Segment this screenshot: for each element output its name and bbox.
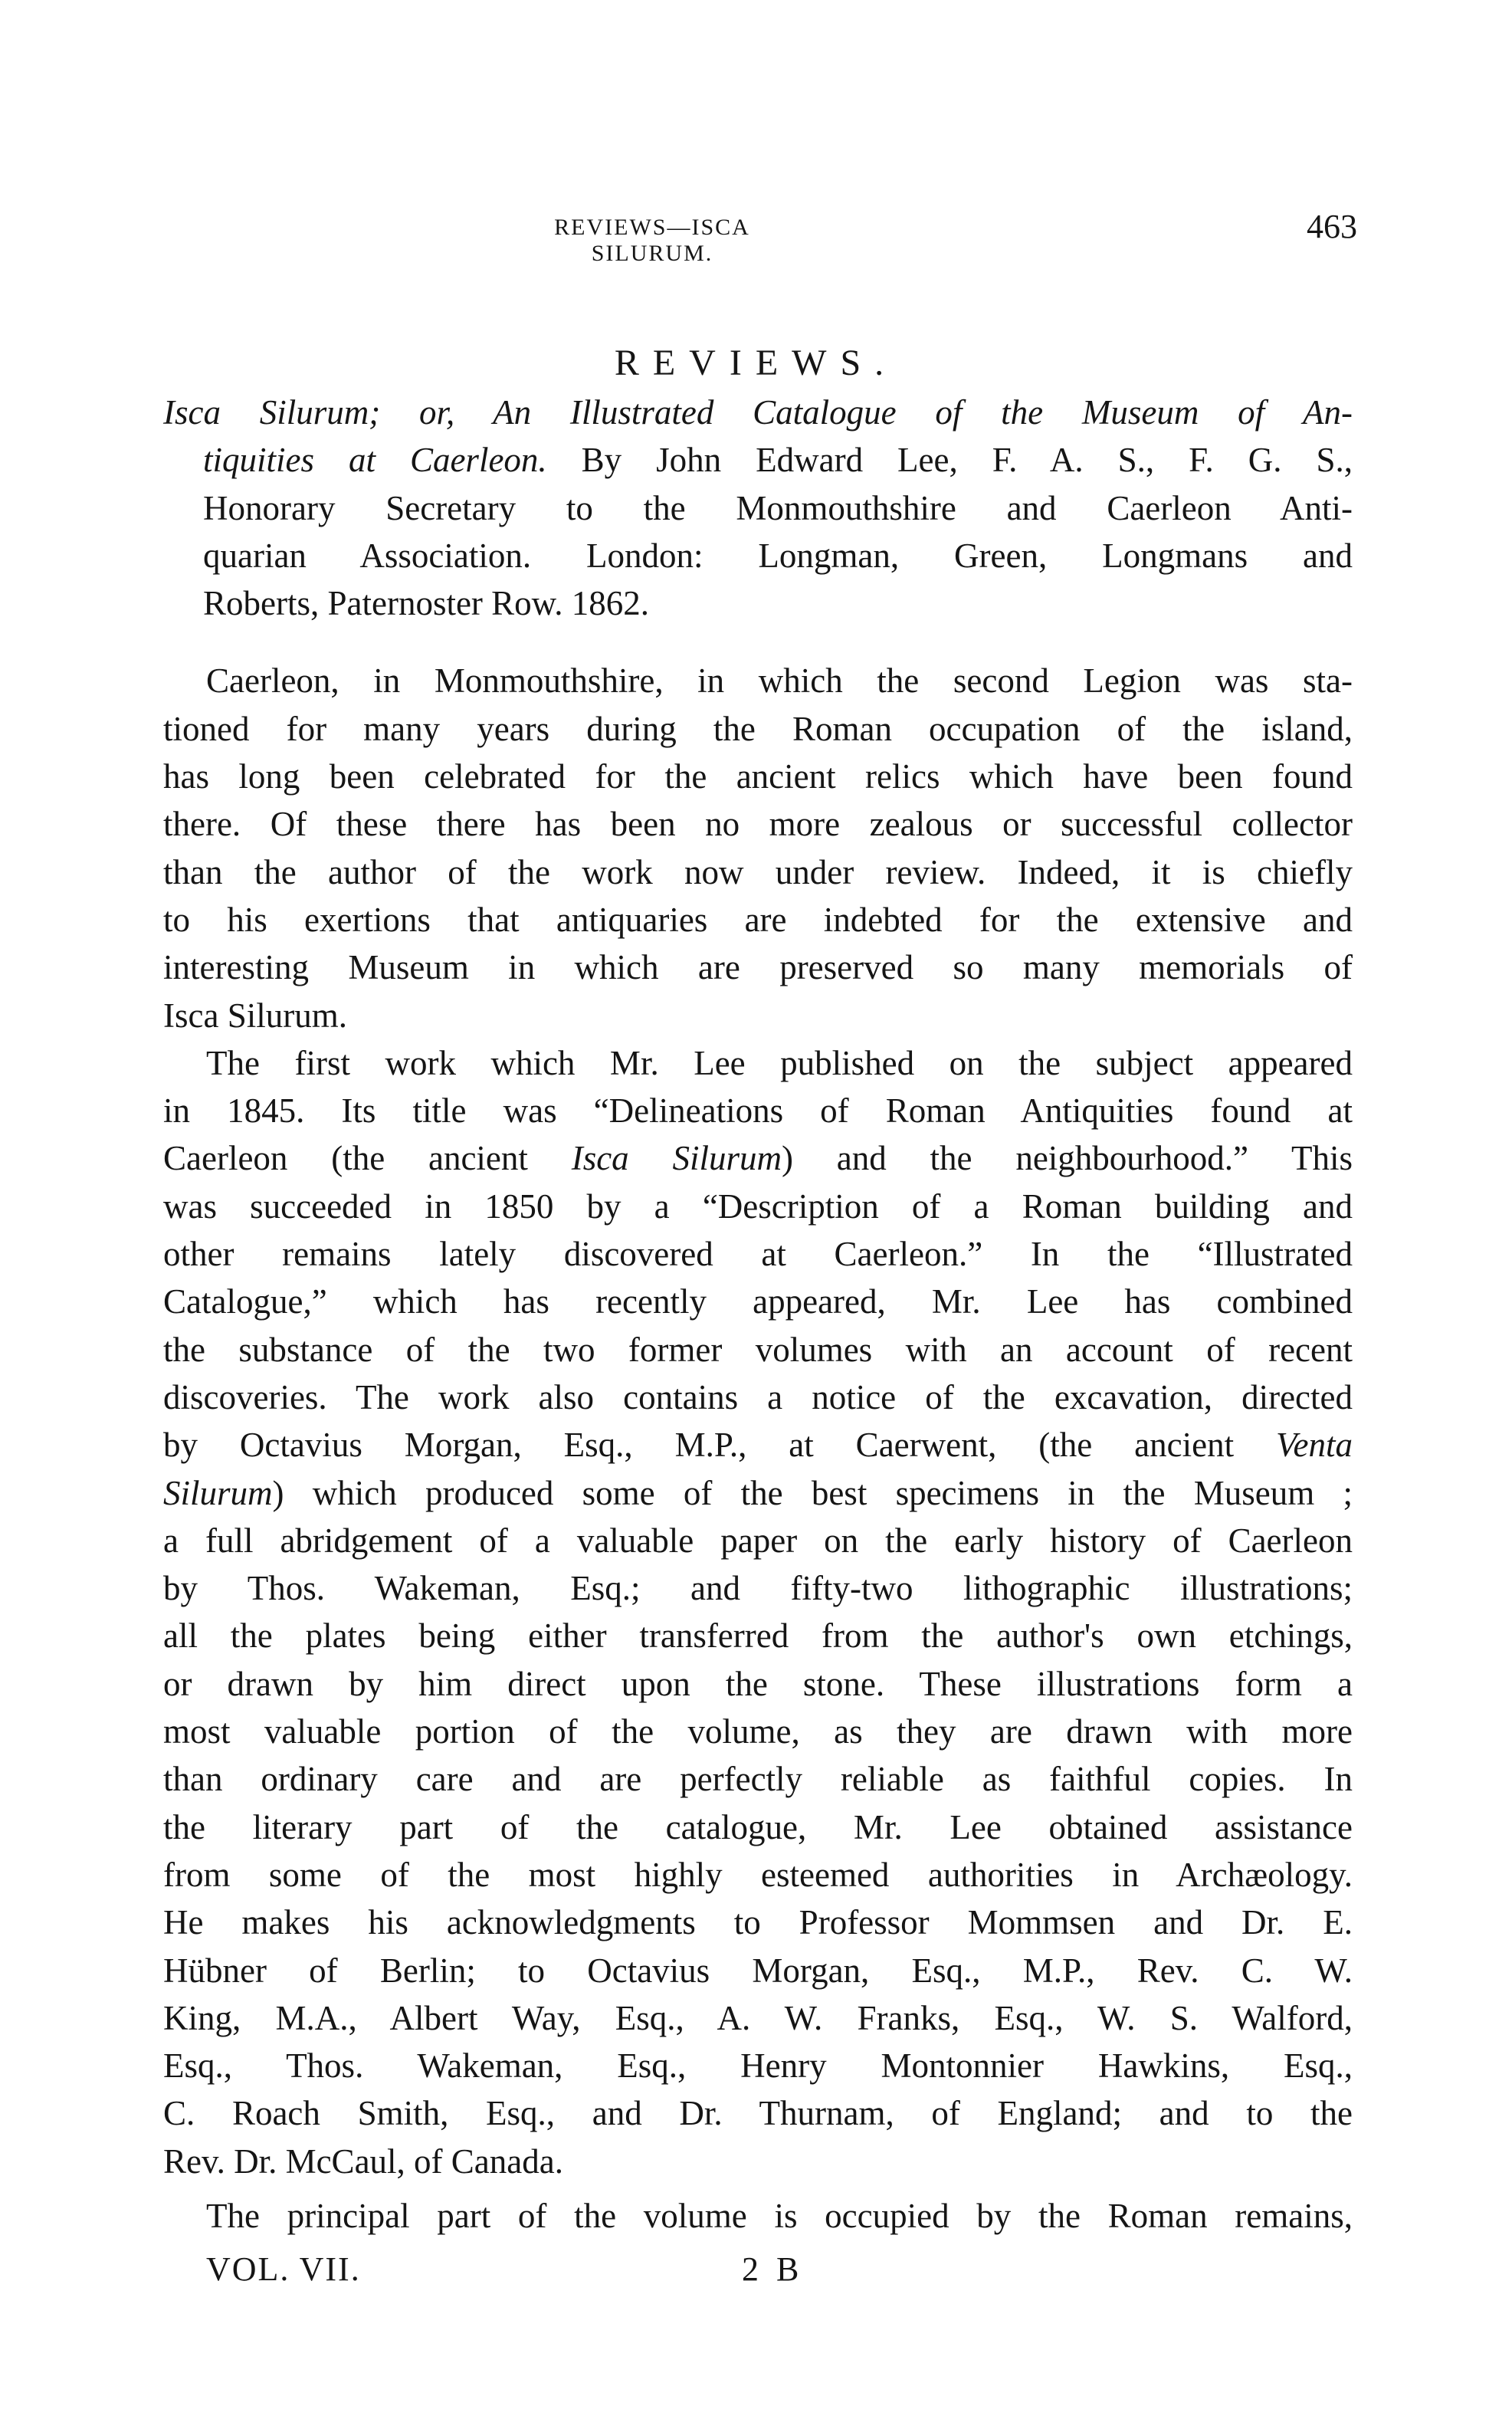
text-segment: than ordinary care and are perfectly reliable as faithful copies. In <box>163 1760 1353 1799</box>
text-segment: Caerleon (the ancient <box>163 1139 572 1178</box>
text-line <box>163 579 1353 627</box>
text-segment: Isca Silurum. <box>163 996 347 1035</box>
text-segment: most valuable portion of the volume, as they are drawn with more <box>163 1712 1353 1751</box>
text-line <box>163 705 1353 753</box>
text-line <box>163 1278 1353 1325</box>
text-segment: was succeeded in 1850 by a “Description of a Roman building and <box>163 1186 1353 1226</box>
article-body <box>163 389 1353 2240</box>
text-segment: interesting Museum in which are preserved so many memorials of <box>163 948 1353 987</box>
text-line <box>163 1708 1353 1755</box>
text-line <box>163 1039 1353 1087</box>
text-line <box>163 1134 1353 1182</box>
text-line <box>163 1230 1353 1278</box>
volume-label: VOL. VII. <box>206 2250 361 2288</box>
text-segment: the literary part of the catalogue, Mr. Lee obtained assistance <box>163 1807 1353 1846</box>
italic-text: Isca Silurum; or, An Illustrated Catalogue of the Museum of An- <box>163 393 1353 432</box>
paragraph <box>163 657 1353 1039</box>
text-line <box>163 2089 1353 2137</box>
text-line <box>163 1374 1353 1421</box>
text-segment: by Thos. Wakeman, Esq.; and fifty-two lithographic illustrations; <box>163 1569 1353 1608</box>
text-segment: than the author of the work now under review. Indeed, it is chiefly <box>163 852 1353 891</box>
text-segment: Esq., Thos. Wakeman, Esq., Henry Montonnier Hawkins, Esq., <box>163 2046 1353 2086</box>
text-line <box>163 2192 1353 2240</box>
section-title: REVIEWS. <box>614 343 898 383</box>
text-segment: Honorary Secretary to the Monmouthshire and Caerleon Anti- <box>203 488 1353 527</box>
text-line <box>163 532 1353 579</box>
text-segment: by Octavius Morgan, Esq., M.P., at Caerwent, (the ancient <box>163 1426 1277 1465</box>
text-line <box>163 896 1353 944</box>
text-segment: quarian Association. London: Longman, Green, Longmans and <box>203 536 1353 575</box>
text-segment: or drawn by him direct upon the stone. These illustrations form a <box>163 1664 1353 1703</box>
text-line <box>163 992 1353 1039</box>
text-segment: ) which produced some of the best specimens in the Museum ; <box>272 1473 1353 1512</box>
text-line <box>163 1469 1353 1517</box>
text-segment: other remains lately discovered at Caerleon.” In the “Illustrated <box>163 1235 1353 1274</box>
text-line <box>163 848 1353 896</box>
text-line <box>163 800 1353 848</box>
text-segment: The principal part of the volume is occupied by the Roman remains, <box>206 2196 1353 2235</box>
text-line <box>163 1994 1353 2042</box>
page-number: 463 <box>1307 208 1357 245</box>
text-line <box>163 1421 1353 1469</box>
signature-mark: 2 B <box>742 2250 804 2288</box>
text-line <box>163 944 1353 991</box>
text-segment: the substance of the two former volumes with an account of recent <box>163 1330 1353 1369</box>
text-line <box>163 1899 1353 1946</box>
text-segment: a full abridgement of a valuable paper on the early history of Caerleon <box>163 1521 1353 1560</box>
text-line <box>163 1183 1353 1230</box>
italic-text: Venta <box>1276 1426 1353 1465</box>
paragraph <box>163 1039 1353 2185</box>
text-segment: The first work which Mr. Lee published on the subject appeared <box>206 1043 1353 1082</box>
text-segment: all the plates being either transferred from the author's own etchings, <box>163 1616 1353 1656</box>
text-segment: in 1845. Its title was “Delineations of Roman Antiquities found at <box>163 1091 1353 1131</box>
running-head <box>0 208 1512 266</box>
text-segment: ) and the neighbourhood.” This <box>782 1139 1353 1178</box>
text-line <box>163 484 1353 532</box>
text-segment: there. Of these there has been no more zealous or successful collector <box>163 805 1353 844</box>
text-line <box>163 753 1353 800</box>
text-segment: Rev. Dr. McCaul, of Canada. <box>163 2142 563 2181</box>
page-footer <box>0 2250 1512 2296</box>
text-segment: tioned for many years during the Roman occupation of the island, <box>163 709 1353 748</box>
text-segment: from some of the most highly esteemed authorities in Archæology. <box>163 1855 1353 1894</box>
text-segment: to his exertions that antiquaries are indebted for the extensive and <box>163 900 1353 939</box>
text-segment: King, M.A., Albert Way, Esq., A. W. Franks, Esq., W. S. Walford, <box>163 1998 1353 2037</box>
text-line <box>163 1851 1353 1899</box>
text-line <box>163 1803 1353 1851</box>
text-line <box>163 657 1353 704</box>
text-segment: Caerleon, in Monmouthshire, in which the second Legion was sta- <box>206 661 1353 701</box>
text-line <box>163 1087 1353 1134</box>
text-line <box>163 2042 1353 2089</box>
text-line <box>163 2138 1353 2185</box>
text-line <box>163 1660 1353 1708</box>
text-segment: C. Roach Smith, Esq., and Dr. Thurnam, of England; and to the <box>163 2094 1353 2133</box>
italic-text: Isca Silurum <box>571 1139 782 1178</box>
text-line <box>163 1612 1353 1659</box>
italic-text: Silurum <box>163 1473 273 1512</box>
text-line <box>163 1517 1353 1564</box>
text-line <box>163 1564 1353 1612</box>
bibliographic-entry <box>163 389 1353 627</box>
text-line <box>163 389 1353 436</box>
text-line <box>163 1755 1353 1803</box>
italic-text: tiquities at Caerleon. <box>203 441 547 480</box>
text-segment: He makes his acknowledgments to Professor Mommsen and Dr. E. <box>163 1903 1353 1942</box>
text-line <box>163 436 1353 484</box>
text-segment: Hübner of Berlin; to Octavius Morgan, Esq., M.P., Rev. C. W. <box>163 1951 1353 1990</box>
text-segment: has long been celebrated for the ancient relics which have been found <box>163 757 1353 796</box>
text-segment: Roberts, Paternoster Row. 1862. <box>203 584 650 623</box>
running-title: REVIEWS—ISCA SILURUM. <box>554 215 750 266</box>
paragraph <box>163 2192 1353 2240</box>
text-segment: By John Edward Lee, F. A. S., F. G. S., <box>546 441 1353 480</box>
text-line <box>163 1947 1353 1994</box>
text-segment: Catalogue,” which has recently appeared, Mr. Lee has combined <box>163 1282 1353 1321</box>
text-line <box>163 1326 1353 1374</box>
text-segment: discoveries. The work also contains a notice of the excavation, directed <box>163 1377 1353 1416</box>
